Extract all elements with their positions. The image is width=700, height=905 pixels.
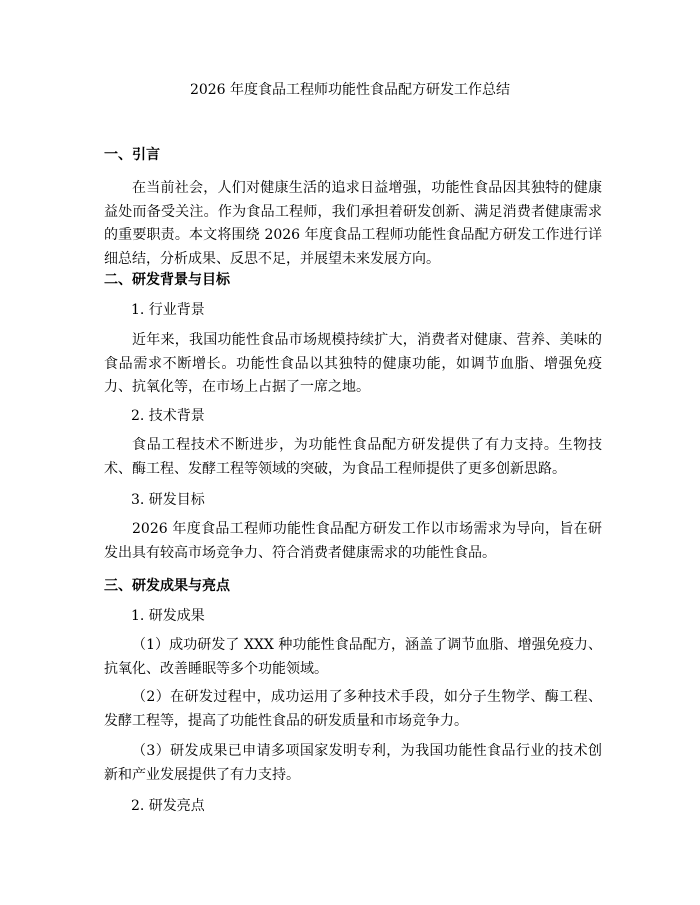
subheading-tech-background: 2. 技术背景 [131,408,205,424]
section-heading-intro: 一、引言 [104,147,160,163]
subheading-industry-background: 1. 行业背景 [131,302,205,318]
subheading-research-highlights: 2. 研发亮点 [131,798,205,814]
results-paragraph-2: （2）在研发过程中，成功运用了多种技术手段，如分子生物学、酶工程、发酵工程等，提高了功能性食品的研发质量和市场竞争力。 [104,689,602,729]
section-heading-results: 三、研发成果与亮点 [104,578,230,594]
document-title: 2026 年度食品工程师功能性食品配方研发工作总结 [189,82,511,98]
results-paragraph-3: （3）研发成果已申请多项国家发明专利，为我国功能性食品行业的技术创新和产业发展提供了有力支持。 [104,743,602,783]
industry-background-paragraph: 近年来，我国功能性食品市场规模持续扩大，消费者对健康、营养、美味的食品需求不断增长。功能性食品以其独特的健康功能，如调节血脂、增强免疫力、抗氧化等，在市场上占据了一席之地。 [104,332,602,395]
subheading-research-results: 1. 研发成果 [131,608,205,624]
section-heading-background: 二、研发背景与目标 [104,272,230,288]
tech-background-paragraph: 食品工程技术不断进步，为功能性食品配方研发提供了有力支持。生物技术、酶工程、发酵工程等领域的突破，为食品工程师提供了更多创新思路。 [104,437,602,477]
intro-paragraph: 在当前社会，人们对健康生活的追求日益增强，功能性食品因其独特的健康益处而备受关注。作为食品工程师，我们承担着研发创新、满足消费者健康需求的重要职责。本文将围绕 2026 年度食品工程师功能性食品配方研发工作进行详细总结，分析成果、反思不足，并展望未来发展方向。 [104,180,602,267]
subheading-research-goal: 3. 研发目标 [131,492,205,508]
research-goal-paragraph: 2026 年度食品工程师功能性食品配方研发工作以市场需求为导向，旨在研发出具有较高市场竞争力、符合消费者健康需求的功能性食品。 [104,521,602,561]
results-paragraph-1: （1）成功研发了 XXX 种功能性食品配方，涵盖了调节血脂、增强免疫力、抗氧化、改善睡眠等多个功能领域。 [104,637,602,677]
